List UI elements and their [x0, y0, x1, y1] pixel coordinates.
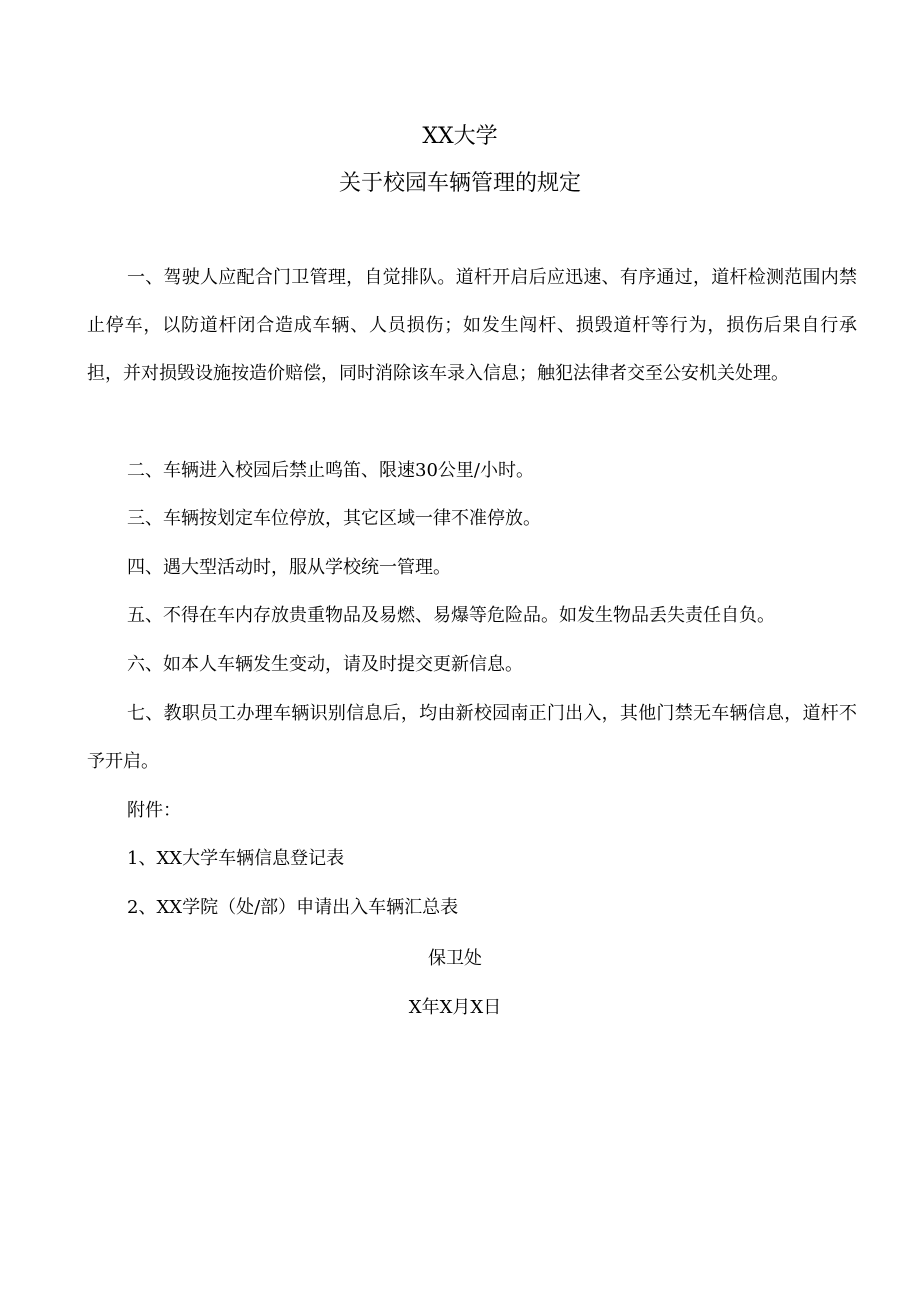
clause-6: 六、如本人车辆发生变动，请及时提交更新信息。 — [127, 654, 523, 675]
clause-4: 四、遇大型活动时，服从学校统一管理。 — [127, 557, 451, 578]
attachment-item-1: 1、XX大学车辆信息登记表 — [127, 848, 345, 869]
document-title-university: XX大学 — [422, 124, 498, 149]
attachments-label: 附件： — [127, 800, 181, 821]
signature-department: 保卫处 — [428, 948, 482, 969]
clause-7-text: 七、教职员工办理车辆识别信息后，均由新校园南正门出入，其他门禁无车辆信息，道杆不予开启。 — [87, 703, 857, 772]
clause-1-text: 一、驾驶人应配合门卫管理，自觉排队。道杆开启后应迅速、有序通过，道杆检测范围内禁止停车，以防道杆闭合造成车辆、人员损伤；如发生闯杆、损毁道杆等行为，损伤后果自行承担，并对损毁设施按造价赔偿，同时消除该车录入信息；触犯法律者交至公安机关处理。 — [87, 267, 857, 384]
clause-2: 二、车辆进入校园后禁止鸣笛、限速30公里/小时。 — [127, 460, 534, 481]
clause-1 — [87, 254, 857, 398]
document-title-regulation: 关于校园车辆管理的规定 — [338, 171, 581, 196]
clause-3: 三、车辆按划定车位停放，其它区域一律不准停放。 — [127, 508, 541, 529]
attachment-item-2: 2、XX学院（处/部）申请出入车辆汇总表 — [127, 897, 459, 918]
clause-5: 五、不得在车内存放贵重物品及易燃、易爆等危险品。如发生物品丢失责任自负。 — [127, 605, 775, 626]
clause-7 — [87, 690, 857, 786]
signature-date: X年X月X日 — [408, 997, 502, 1018]
